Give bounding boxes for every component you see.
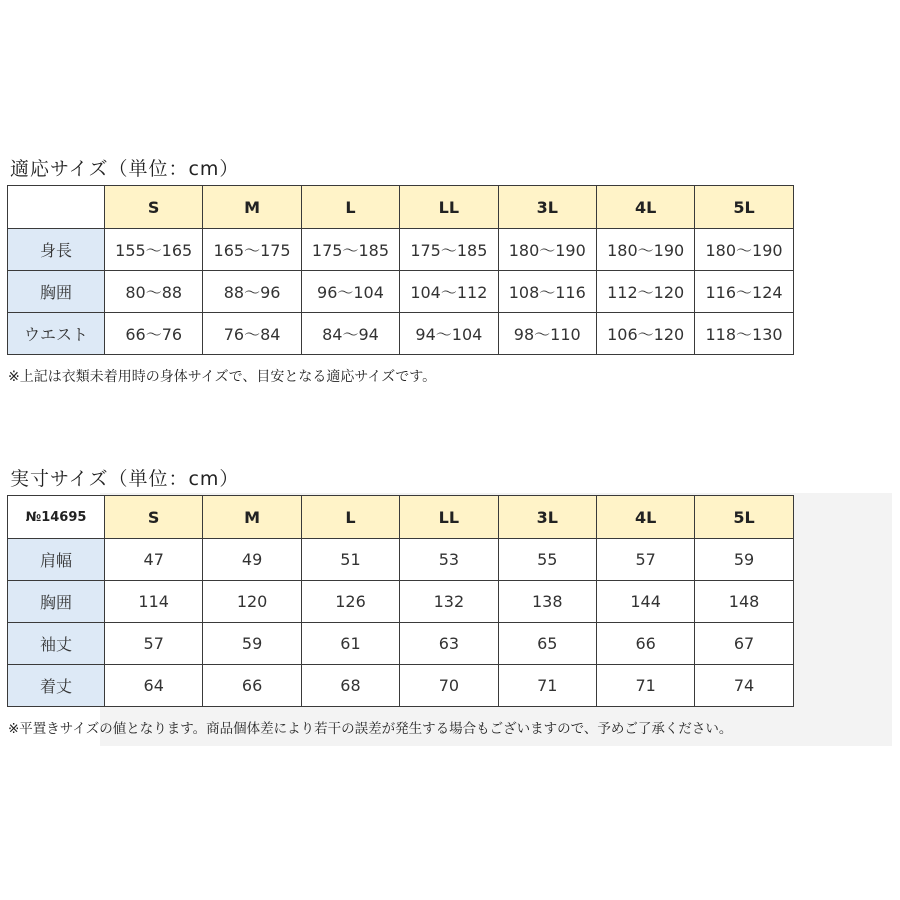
table-cell: 68 bbox=[301, 665, 399, 707]
size-column-header: 3L bbox=[498, 496, 596, 539]
row-header: 胸囲 bbox=[8, 581, 105, 623]
table-header-row bbox=[8, 496, 794, 539]
table-cell: 114 bbox=[105, 581, 203, 623]
table-cell: 155〜165 bbox=[105, 229, 203, 271]
size-column-header: L bbox=[301, 496, 399, 539]
table-row bbox=[8, 581, 794, 623]
row-header: 胸囲 bbox=[8, 271, 105, 313]
table-cell: 70 bbox=[400, 665, 498, 707]
row-header: ウエスト bbox=[8, 313, 105, 355]
table-cell: 94〜104 bbox=[400, 313, 498, 355]
table-row bbox=[8, 623, 794, 665]
table-row bbox=[8, 539, 794, 581]
size-column-header: 4L bbox=[596, 186, 694, 229]
table-cell: 64 bbox=[105, 665, 203, 707]
row-header: 袖丈 bbox=[8, 623, 105, 665]
table-cell: 132 bbox=[400, 581, 498, 623]
size-column-header: 3L bbox=[498, 186, 596, 229]
table-cell: 57 bbox=[596, 539, 694, 581]
table-cell: 71 bbox=[498, 665, 596, 707]
table-cell: 66〜76 bbox=[105, 313, 203, 355]
table-cell: 180〜190 bbox=[695, 229, 793, 271]
table-row bbox=[8, 665, 794, 707]
size-column-header: S bbox=[105, 496, 203, 539]
table-header-row bbox=[8, 186, 794, 229]
size-column-header: M bbox=[203, 186, 301, 229]
table-cell: 175〜185 bbox=[301, 229, 399, 271]
table-cell: 165〜175 bbox=[203, 229, 301, 271]
size-column-header: LL bbox=[400, 186, 498, 229]
table-cell: 175〜185 bbox=[400, 229, 498, 271]
table-row bbox=[8, 313, 794, 355]
table-cell: 144 bbox=[596, 581, 694, 623]
applicable-size-title: 適応サイズ（単位：cm） bbox=[10, 158, 240, 180]
size-column-header: M bbox=[203, 496, 301, 539]
row-header: 身長 bbox=[8, 229, 105, 271]
table-cell: 66 bbox=[596, 623, 694, 665]
row-header: 着丈 bbox=[8, 665, 105, 707]
table-cell: 120 bbox=[203, 581, 301, 623]
table-cell: 180〜190 bbox=[498, 229, 596, 271]
table-cell: 53 bbox=[400, 539, 498, 581]
table-cell: 108〜116 bbox=[498, 271, 596, 313]
table-cell: 126 bbox=[301, 581, 399, 623]
table-cell: 51 bbox=[301, 539, 399, 581]
table-cell: 80〜88 bbox=[105, 271, 203, 313]
table-cell: 84〜94 bbox=[301, 313, 399, 355]
size-column-header: 4L bbox=[596, 496, 694, 539]
actual-size-note: ※平置きサイズの値となります。商品個体差により若干の誤差が発生する場合もございますので、予めご了承ください。 bbox=[8, 721, 733, 737]
applicable-size-table bbox=[7, 185, 794, 355]
table-cell: 148 bbox=[695, 581, 793, 623]
size-column-header: S bbox=[105, 186, 203, 229]
table-cell: 104〜112 bbox=[400, 271, 498, 313]
size-column-header: L bbox=[301, 186, 399, 229]
size-column-header: LL bbox=[400, 496, 498, 539]
applicable-size-note: ※上記は衣類未着用時の身体サイズで、目安となる適応サイズです。 bbox=[8, 369, 437, 385]
table-cell: 49 bbox=[203, 539, 301, 581]
table-cell: 118〜130 bbox=[695, 313, 793, 355]
table-cell: 55 bbox=[498, 539, 596, 581]
corner-cell bbox=[8, 186, 105, 229]
table-cell: 59 bbox=[695, 539, 793, 581]
table-cell: 98〜110 bbox=[498, 313, 596, 355]
actual-size-title: 実寸サイズ（単位：cm） bbox=[10, 468, 240, 490]
table-cell: 66 bbox=[203, 665, 301, 707]
table-cell: 138 bbox=[498, 581, 596, 623]
row-header: 肩幅 bbox=[8, 539, 105, 581]
table-cell: 116〜124 bbox=[695, 271, 793, 313]
table-row bbox=[8, 229, 794, 271]
table-cell: 65 bbox=[498, 623, 596, 665]
table-cell: 61 bbox=[301, 623, 399, 665]
product-number-cell: №14695 bbox=[8, 496, 105, 539]
size-column-header: 5L bbox=[695, 186, 793, 229]
table-cell: 76〜84 bbox=[203, 313, 301, 355]
table-cell: 67 bbox=[695, 623, 793, 665]
table-cell: 112〜120 bbox=[596, 271, 694, 313]
table-row bbox=[8, 271, 794, 313]
table-cell: 47 bbox=[105, 539, 203, 581]
table-cell: 59 bbox=[203, 623, 301, 665]
table-cell: 71 bbox=[596, 665, 694, 707]
table-cell: 180〜190 bbox=[596, 229, 694, 271]
table-cell: 96〜104 bbox=[301, 271, 399, 313]
table-cell: 106〜120 bbox=[596, 313, 694, 355]
table-cell: 88〜96 bbox=[203, 271, 301, 313]
table-cell: 57 bbox=[105, 623, 203, 665]
size-column-header: 5L bbox=[695, 496, 793, 539]
table-cell: 63 bbox=[400, 623, 498, 665]
actual-size-table bbox=[7, 495, 794, 707]
table-cell: 74 bbox=[695, 665, 793, 707]
